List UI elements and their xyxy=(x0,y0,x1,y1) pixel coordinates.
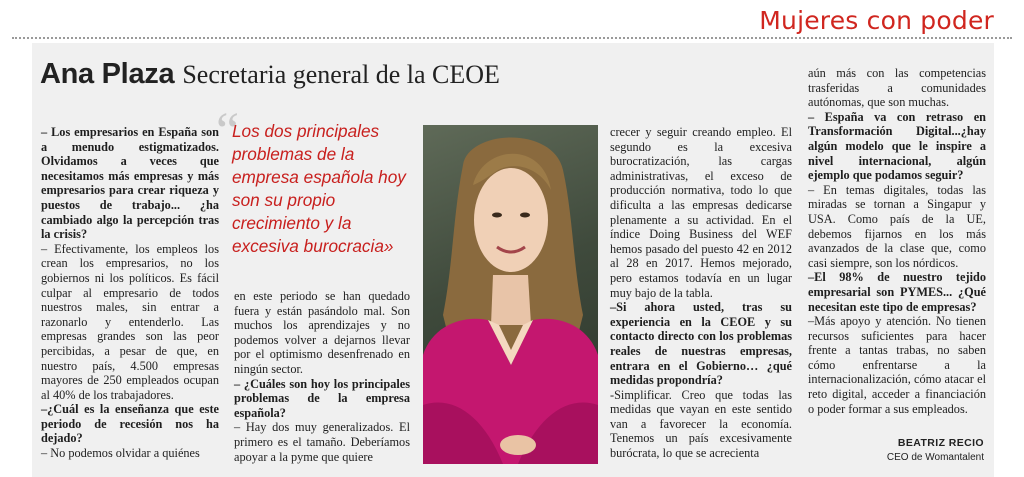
interview-question: – Los empresarios en España son a menudo estigmatizados. Olvidamos a veces que necesitamos más empresas y más empresarios para crear riqueza y puestos de trabajo... ¿ha cambiado algo la percepción tras la crisis? xyxy=(41,125,219,242)
portrait-photo xyxy=(423,125,598,464)
section-label: Mujeres con poder xyxy=(759,6,994,35)
interview-answer: en este periodo se han quedado fuera y están pasándolo mal. Son muchos los aprendizajes y no podemos volver a dejarnos llevar por el optimismo desenfrenado en ningún sector. xyxy=(234,289,410,376)
interview-answer: – Hay dos muy generalizados. El primero es el tamaño. Deberíamos apoyar a la pyme que quiere xyxy=(234,420,410,464)
text-column-3 xyxy=(610,125,792,461)
interview-answer: – No podemos olvidar a quiénes xyxy=(41,446,200,461)
interview-answer: – En temas digitales, todas las miradas se tornan a Singapur y USA. Como país de la UE, debemos fijarnos en los más avanzados de la clase que, como casi siempre, son los nórdicos. xyxy=(808,182,986,270)
interview-question: – España va con retraso en Transformación Digital...¿hay algún modelo que le inspire a nivel internacional, algún ejemplo que podamos seguir? xyxy=(808,109,986,183)
interviewee-role: Secretaria general de la CEOE xyxy=(182,60,500,89)
text-column-4 xyxy=(808,66,986,416)
interview-question: – ¿Cuáles son hoy los principales problemas de la empresa española? xyxy=(234,376,410,420)
text-column-1 xyxy=(41,125,219,461)
text-column-2 xyxy=(234,289,410,464)
author-name: BEATRIZ RECIO xyxy=(897,437,984,449)
author-title: CEO de Womantalent xyxy=(886,452,984,463)
interview-question: –¿Cuál es la enseñanza que este periodo de recesión nos ha dejado? xyxy=(41,402,219,446)
interviewee-name: Ana Plaza xyxy=(40,58,175,90)
interview-answer: aún más con las competencias trasferidas a comunidades autónomas, que son muchas. xyxy=(808,66,986,110)
interview-answer: – Efectivamente, los empleos los crean los empresarios, no los gobiernos ni los políticos. Es fácil culpar al empresario de todos nuestros males, sin entrar a razonarlo y entenderlo. Las empresas grandes son las peor percibidas, a pesar de que, en nuestro país, 4.500 empresas mayores de 250 empleados ocupan al 40% de los trabajadores. xyxy=(41,241,219,402)
interview-answer: crecer y seguir creando empleo. El segundo es la excesiva burocratización, las cargas administrativas, el exceso de producción normativa, todo lo que dificulta a las empresas dedicarse plenamente a su actividad. En el índice Doing Business del WEF hemos pasado del puesto 42 en 2012 al 28 en 2017. Hemos mejorado, pero estamos todavía en un lugar muy bajo de la tabla. xyxy=(610,125,792,300)
interview-answer: -Simplificar. Creo que todas las medidas que vayan en este sentido van a favorecer la economía. Tenemos un país excesivamente burócrata, lo que se acrecienta xyxy=(610,387,792,461)
interview-question: –Si ahora usted, tras su experiencia en la CEOE y su contacto directo con los problemas reales de nuestras empresas, entrara en el Gobierno… ¿qué medidas propondría? xyxy=(610,300,792,388)
quote-mark-icon: “ xyxy=(216,103,240,160)
headline xyxy=(40,58,500,91)
interview-answer: –Más apoyo y atención. No tienen recursos suficientes para hacer frente a tantas trabas, no saben cómo enfrentarse a la internacionalización, cómo atacar el reto digital, acceder a financiación o poder formar a sus empleados. xyxy=(808,314,986,416)
signature xyxy=(887,437,984,463)
pull-quote: Los dos principales problemas de la empresa española hoy son su propio crecimiento y la excesiva burocracia» xyxy=(232,121,406,256)
dotted-divider xyxy=(12,37,1012,39)
interview-question: –El 98% de nuestro tejido empresarial son PYMES... ¿Qué necesitan este tipo de empresas? xyxy=(808,270,986,314)
